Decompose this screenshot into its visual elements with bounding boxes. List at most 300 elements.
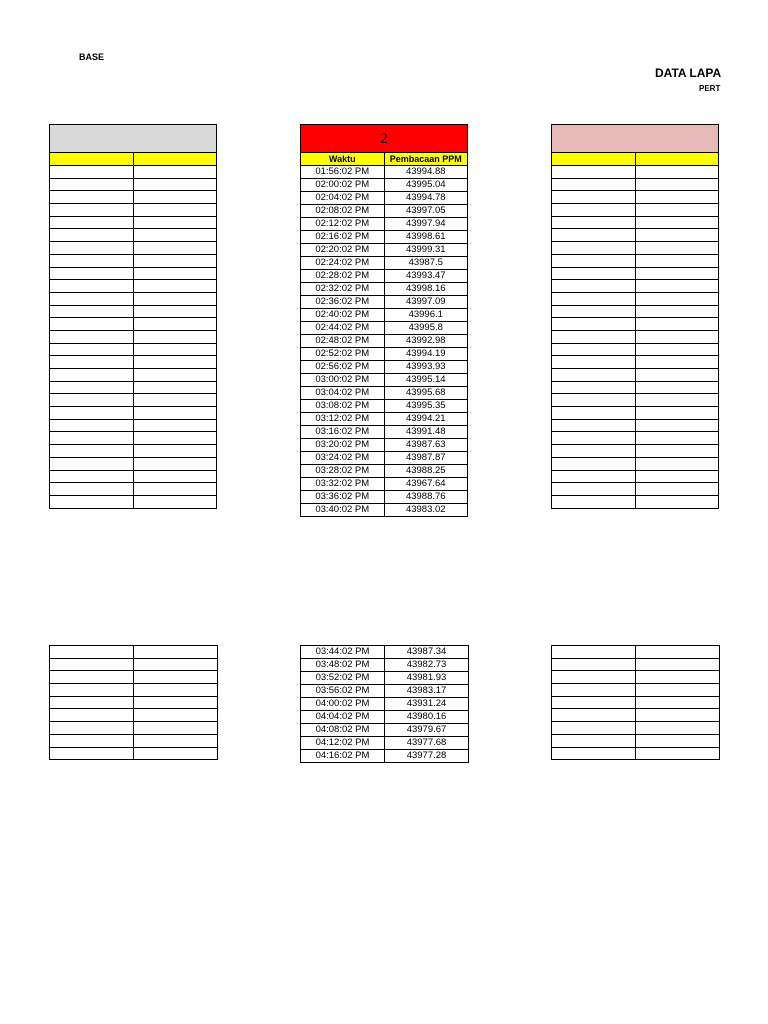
table-title-cell[interactable] [552, 125, 719, 153]
table-row [50, 381, 217, 394]
ppm-cell[interactable]: 43983.17 [385, 685, 469, 698]
left-table-2-body [50, 646, 218, 760]
table-row [552, 229, 719, 242]
ppm-cell[interactable]: 43987.87 [384, 452, 468, 465]
ppm-cell[interactable]: 43967.64 [384, 478, 468, 491]
time-cell[interactable]: 02:16:02 PM [301, 231, 385, 244]
table-cell[interactable] [50, 166, 134, 179]
table-cell[interactable] [50, 671, 134, 684]
table-row [50, 684, 218, 697]
table-row [552, 369, 719, 382]
table-cell[interactable] [635, 419, 719, 432]
time-cell[interactable]: 02:04:02 PM [301, 192, 385, 205]
time-cell[interactable]: 04:08:02 PM [301, 724, 385, 737]
table-row [301, 672, 469, 685]
table-row [552, 254, 719, 267]
table-row [552, 242, 719, 255]
table-cell[interactable] [134, 696, 218, 709]
table-cell[interactable] [552, 229, 636, 242]
table-row [301, 491, 468, 504]
middle-table-2 [300, 645, 469, 763]
table-cell[interactable] [636, 684, 720, 697]
table-cell[interactable] [635, 292, 719, 305]
table-cell[interactable] [635, 166, 719, 179]
table-row [301, 257, 468, 270]
table-cell[interactable] [636, 658, 720, 671]
time-cell[interactable]: 01:56:02 PM [301, 166, 385, 179]
table-cell[interactable] [552, 722, 636, 735]
table-cell[interactable] [552, 356, 636, 369]
ppm-cell[interactable]: 43994.88 [384, 166, 468, 179]
time-cell[interactable]: 02:44:02 PM [301, 322, 385, 335]
table-cell[interactable] [635, 407, 719, 420]
table-cell[interactable] [133, 292, 217, 305]
table-cell[interactable] [552, 394, 636, 407]
table-row [301, 452, 468, 465]
time-cell[interactable]: 04:16:02 PM [301, 750, 385, 763]
table-cell[interactable] [50, 242, 134, 255]
table-cell[interactable] [552, 419, 636, 432]
table-cell[interactable] [133, 229, 217, 242]
table-cell[interactable] [636, 709, 720, 722]
table-cell[interactable] [133, 356, 217, 369]
table-cell[interactable] [552, 457, 636, 470]
table-cell[interactable] [50, 658, 134, 671]
table-cell[interactable] [134, 734, 218, 747]
table-cell[interactable] [552, 204, 636, 217]
ppm-cell[interactable]: 43998.16 [384, 283, 468, 296]
table-row [50, 229, 217, 242]
time-cell[interactable]: 02:08:02 PM [301, 205, 385, 218]
table-cell[interactable] [552, 658, 636, 671]
table-cell[interactable] [635, 470, 719, 483]
table-cell[interactable] [50, 432, 134, 445]
table-row [552, 747, 720, 760]
table-cell[interactable] [635, 242, 719, 255]
table-cell[interactable] [50, 369, 134, 382]
ppm-cell[interactable]: 43931.24 [385, 698, 469, 711]
ppm-cell[interactable]: 43987.34 [385, 646, 469, 659]
time-cell[interactable]: 03:24:02 PM [301, 452, 385, 465]
table-cell[interactable] [635, 204, 719, 217]
ppm-cell[interactable]: 43983.02 [384, 504, 468, 517]
middle-table-title-row [301, 125, 468, 153]
table-row [552, 330, 719, 343]
time-cell[interactable]: 02:00:02 PM [301, 179, 385, 192]
table-cell[interactable] [635, 381, 719, 394]
time-cell[interactable]: 02:20:02 PM [301, 244, 385, 257]
table-cell[interactable] [552, 343, 636, 356]
table-row [301, 711, 469, 724]
table-row [552, 709, 720, 722]
table-title-row [552, 125, 719, 153]
table-cell[interactable] [50, 684, 134, 697]
table-cell[interactable] [552, 646, 636, 659]
table-cell[interactable] [134, 722, 218, 735]
table-cell[interactable] [133, 407, 217, 420]
ppm-cell[interactable]: 43994.78 [384, 192, 468, 205]
table-cell[interactable] [133, 419, 217, 432]
table-row [552, 419, 719, 432]
table-cell[interactable] [552, 734, 636, 747]
table-cell[interactable] [134, 658, 218, 671]
table-cell[interactable] [50, 457, 134, 470]
table-cell[interactable] [552, 216, 636, 229]
table-cell[interactable] [134, 646, 218, 659]
table-cell[interactable] [50, 646, 134, 659]
left-table-body [50, 125, 217, 509]
table-row [50, 709, 218, 722]
table-row [301, 244, 468, 257]
table-cell[interactable] [50, 495, 134, 508]
table-row [301, 374, 468, 387]
table-cell[interactable] [635, 356, 719, 369]
ppm-cell[interactable]: 43979.67 [385, 724, 469, 737]
table-row [50, 445, 217, 458]
ppm-cell[interactable]: 43987.5 [384, 257, 468, 270]
table-row [301, 387, 468, 400]
table-row [301, 400, 468, 413]
table-row [50, 658, 218, 671]
table-row [50, 254, 217, 267]
ppm-cell[interactable]: 43992.98 [384, 335, 468, 348]
ppm-cell[interactable]: 43980.16 [385, 711, 469, 724]
table-row [301, 685, 469, 698]
ppm-cell[interactable]: 43982.73 [385, 659, 469, 672]
table-cell[interactable] [50, 470, 134, 483]
time-cell[interactable]: 03:36:02 PM [301, 491, 385, 504]
table-cell[interactable] [552, 191, 636, 204]
column-header-waktu[interactable]: Waktu [301, 153, 385, 166]
table-cell[interactable] [133, 369, 217, 382]
time-cell[interactable]: 03:32:02 PM [301, 478, 385, 491]
table-cell[interactable] [635, 305, 719, 318]
ppm-cell[interactable]: 43977.68 [385, 737, 469, 750]
time-cell[interactable]: 03:16:02 PM [301, 426, 385, 439]
table-title-row [50, 125, 217, 153]
table-cell[interactable] [552, 330, 636, 343]
table-row [552, 216, 719, 229]
ppm-cell[interactable]: 43997.09 [384, 296, 468, 309]
column-header-cell[interactable] [50, 153, 134, 166]
table-cell[interactable] [635, 483, 719, 496]
time-cell[interactable]: 02:56:02 PM [301, 361, 385, 374]
document-title: DATA LAPA [655, 66, 722, 80]
table-cell[interactable] [552, 242, 636, 255]
table-cell[interactable] [552, 178, 636, 191]
table-cell[interactable] [133, 267, 217, 280]
table-cell[interactable] [50, 734, 134, 747]
middle-table-header-row [301, 153, 468, 166]
middle-table [300, 124, 468, 517]
table-cell[interactable] [50, 216, 134, 229]
table-cell[interactable] [635, 495, 719, 508]
time-cell[interactable]: 02:28:02 PM [301, 270, 385, 283]
table-cell[interactable] [552, 495, 636, 508]
table-cell[interactable] [50, 419, 134, 432]
table-row [301, 283, 468, 296]
table-cell[interactable] [50, 394, 134, 407]
time-cell[interactable]: 02:48:02 PM [301, 335, 385, 348]
table-row [552, 734, 720, 747]
table-cell[interactable] [635, 330, 719, 343]
table-cell[interactable] [50, 178, 134, 191]
table-cell[interactable] [50, 292, 134, 305]
table-cell[interactable] [50, 356, 134, 369]
table-cell[interactable] [133, 254, 217, 267]
ppm-cell[interactable]: 43981.93 [385, 672, 469, 685]
table-cell[interactable] [635, 432, 719, 445]
ppm-cell[interactable]: 43995.8 [384, 322, 468, 335]
table-row [50, 419, 217, 432]
table-cell[interactable] [635, 178, 719, 191]
table-row [301, 309, 468, 322]
right-table-body [552, 125, 719, 509]
table-row [301, 478, 468, 491]
table-row [552, 292, 719, 305]
time-cell[interactable]: 02:12:02 PM [301, 218, 385, 231]
table-cell[interactable] [636, 747, 720, 760]
table-row [50, 242, 217, 255]
ppm-cell[interactable]: 43995.35 [384, 400, 468, 413]
ppm-cell[interactable]: 43995.04 [384, 179, 468, 192]
table-cell[interactable] [134, 671, 218, 684]
ppm-cell[interactable]: 43988.25 [384, 465, 468, 478]
table-cell[interactable] [133, 204, 217, 217]
ppm-cell[interactable]: 43977.28 [385, 750, 469, 763]
table-row [301, 750, 469, 763]
table-row [50, 343, 217, 356]
table-cell[interactable] [50, 204, 134, 217]
ppm-cell[interactable]: 43998.61 [384, 231, 468, 244]
table-cell[interactable] [133, 394, 217, 407]
table-cell[interactable] [552, 747, 636, 760]
table-cell[interactable] [133, 495, 217, 508]
ppm-cell[interactable]: 43991.48 [384, 426, 468, 439]
time-cell[interactable]: 03:28:02 PM [301, 465, 385, 478]
table-cell[interactable] [635, 254, 719, 267]
base-label: BASE [79, 52, 105, 62]
table-row [301, 413, 468, 426]
ppm-cell[interactable]: 43996.1 [384, 309, 468, 322]
table-cell[interactable] [552, 292, 636, 305]
middle-table-body [301, 125, 468, 517]
table-cell[interactable] [50, 696, 134, 709]
table-cell[interactable] [552, 470, 636, 483]
ppm-cell[interactable]: 43995.68 [384, 387, 468, 400]
ppm-cell[interactable]: 43987.63 [384, 439, 468, 452]
table-cell[interactable] [50, 445, 134, 458]
table-cell[interactable] [636, 646, 720, 659]
time-cell[interactable]: 02:40:02 PM [301, 309, 385, 322]
time-cell[interactable]: 02:36:02 PM [301, 296, 385, 309]
table-row [50, 280, 217, 293]
table-cell[interactable] [552, 445, 636, 458]
table-cell[interactable] [50, 407, 134, 420]
time-cell[interactable]: 04:00:02 PM [301, 698, 385, 711]
time-cell[interactable]: 03:20:02 PM [301, 439, 385, 452]
table-row [50, 407, 217, 420]
table-cell[interactable] [50, 722, 134, 735]
table-cell[interactable] [552, 280, 636, 293]
table-cell[interactable] [133, 445, 217, 458]
table-row [50, 330, 217, 343]
time-cell[interactable]: 03:00:02 PM [301, 374, 385, 387]
table-cell[interactable] [50, 191, 134, 204]
table-row [50, 267, 217, 280]
table-cell[interactable] [133, 280, 217, 293]
table-cell[interactable] [134, 747, 218, 760]
table-cell[interactable] [50, 318, 134, 331]
table-row [50, 734, 218, 747]
table-cell[interactable] [133, 305, 217, 318]
table-cell[interactable] [50, 280, 134, 293]
table-cell[interactable] [50, 381, 134, 394]
table-cell[interactable] [552, 369, 636, 382]
table-cell[interactable] [635, 216, 719, 229]
table-cell[interactable] [133, 343, 217, 356]
left-table-2 [49, 645, 218, 760]
table-cell[interactable] [636, 671, 720, 684]
table-cell[interactable] [635, 229, 719, 242]
table-cell[interactable] [635, 191, 719, 204]
ppm-cell[interactable]: 43994.19 [384, 348, 468, 361]
ppm-cell[interactable]: 43997.94 [384, 218, 468, 231]
table-title-cell[interactable] [50, 125, 217, 153]
table-cell[interactable] [50, 229, 134, 242]
time-cell[interactable]: 03:56:02 PM [301, 685, 385, 698]
table-cell[interactable] [552, 305, 636, 318]
table-cell[interactable] [552, 684, 636, 697]
table-row [50, 191, 217, 204]
table-cell[interactable] [133, 178, 217, 191]
table-cell[interactable] [635, 318, 719, 331]
time-cell[interactable]: 03:04:02 PM [301, 387, 385, 400]
time-cell[interactable]: 03:08:02 PM [301, 400, 385, 413]
table-cell[interactable] [552, 709, 636, 722]
table-cell[interactable] [552, 407, 636, 420]
table-cell[interactable] [552, 483, 636, 496]
table-cell[interactable] [133, 432, 217, 445]
table-row [552, 684, 720, 697]
table-header-row [552, 153, 719, 166]
ppm-cell[interactable]: 43993.93 [384, 361, 468, 374]
table-row [301, 218, 468, 231]
table-cell[interactable] [635, 267, 719, 280]
ppm-cell[interactable]: 43994.21 [384, 413, 468, 426]
table-cell[interactable] [552, 432, 636, 445]
table-cell[interactable] [134, 684, 218, 697]
time-cell[interactable]: 03:48:02 PM [301, 659, 385, 672]
table-row [552, 305, 719, 318]
table-cell[interactable] [50, 305, 134, 318]
table-cell[interactable] [50, 343, 134, 356]
table-row [301, 166, 468, 179]
table-cell[interactable] [635, 445, 719, 458]
table-cell[interactable] [134, 709, 218, 722]
table-cell[interactable] [133, 191, 217, 204]
table-cell[interactable] [133, 216, 217, 229]
middle-table-title[interactable]: 2 [301, 125, 468, 153]
table-cell[interactable] [133, 166, 217, 179]
table-cell[interactable] [50, 254, 134, 267]
time-cell[interactable]: 02:24:02 PM [301, 257, 385, 270]
table-cell[interactable] [50, 483, 134, 496]
table-row [552, 671, 720, 684]
table-cell[interactable] [50, 267, 134, 280]
table-cell[interactable] [636, 722, 720, 735]
column-header-cell[interactable] [133, 153, 217, 166]
table-cell[interactable] [636, 734, 720, 747]
table-row [301, 698, 469, 711]
table-cell[interactable] [133, 483, 217, 496]
time-cell[interactable]: 03:40:02 PM [301, 504, 385, 517]
time-cell[interactable]: 04:12:02 PM [301, 737, 385, 750]
table-cell[interactable] [133, 318, 217, 331]
table-cell[interactable] [552, 267, 636, 280]
time-cell[interactable]: 03:12:02 PM [301, 413, 385, 426]
table-cell[interactable] [50, 747, 134, 760]
ppm-cell[interactable]: 43995.14 [384, 374, 468, 387]
table-row [50, 432, 217, 445]
table-cell[interactable] [635, 343, 719, 356]
table-row [301, 231, 468, 244]
table-cell[interactable] [133, 381, 217, 394]
time-cell[interactable]: 04:04:02 PM [301, 711, 385, 724]
time-cell[interactable]: 02:32:02 PM [301, 283, 385, 296]
table-cell[interactable] [50, 709, 134, 722]
table-cell[interactable] [635, 369, 719, 382]
table-row [301, 646, 469, 659]
table-cell[interactable] [133, 242, 217, 255]
table-cell[interactable] [635, 394, 719, 407]
ppm-cell[interactable]: 43988.76 [384, 491, 468, 504]
right-table-2 [551, 645, 720, 760]
time-cell[interactable]: 03:52:02 PM [301, 672, 385, 685]
time-cell[interactable]: 03:44:02 PM [301, 646, 385, 659]
ppm-cell[interactable]: 43997.05 [384, 205, 468, 218]
table-cell[interactable] [552, 381, 636, 394]
table-cell[interactable] [636, 696, 720, 709]
table-cell[interactable] [50, 330, 134, 343]
table-row [301, 465, 468, 478]
table-cell[interactable] [635, 280, 719, 293]
table-cell[interactable] [133, 457, 217, 470]
ppm-cell[interactable]: 43993.47 [384, 270, 468, 283]
column-header-cell[interactable] [552, 153, 636, 166]
table-row [301, 361, 468, 374]
table-cell[interactable] [552, 254, 636, 267]
table-cell[interactable] [635, 457, 719, 470]
table-row [552, 495, 719, 508]
table-row [552, 722, 720, 735]
table-cell[interactable] [552, 166, 636, 179]
table-cell[interactable] [133, 470, 217, 483]
table-cell[interactable] [133, 330, 217, 343]
table-cell[interactable] [552, 671, 636, 684]
table-cell[interactable] [552, 318, 636, 331]
table-row [552, 280, 719, 293]
column-header-cell[interactable] [635, 153, 719, 166]
table-row [50, 483, 217, 496]
time-cell[interactable]: 02:52:02 PM [301, 348, 385, 361]
table-row [50, 394, 217, 407]
table-row [552, 191, 719, 204]
column-header-ppm[interactable]: Pembacaan PPM [384, 153, 468, 166]
table-row [552, 658, 720, 671]
ppm-cell[interactable]: 43999.31 [384, 244, 468, 257]
table-cell[interactable] [552, 696, 636, 709]
